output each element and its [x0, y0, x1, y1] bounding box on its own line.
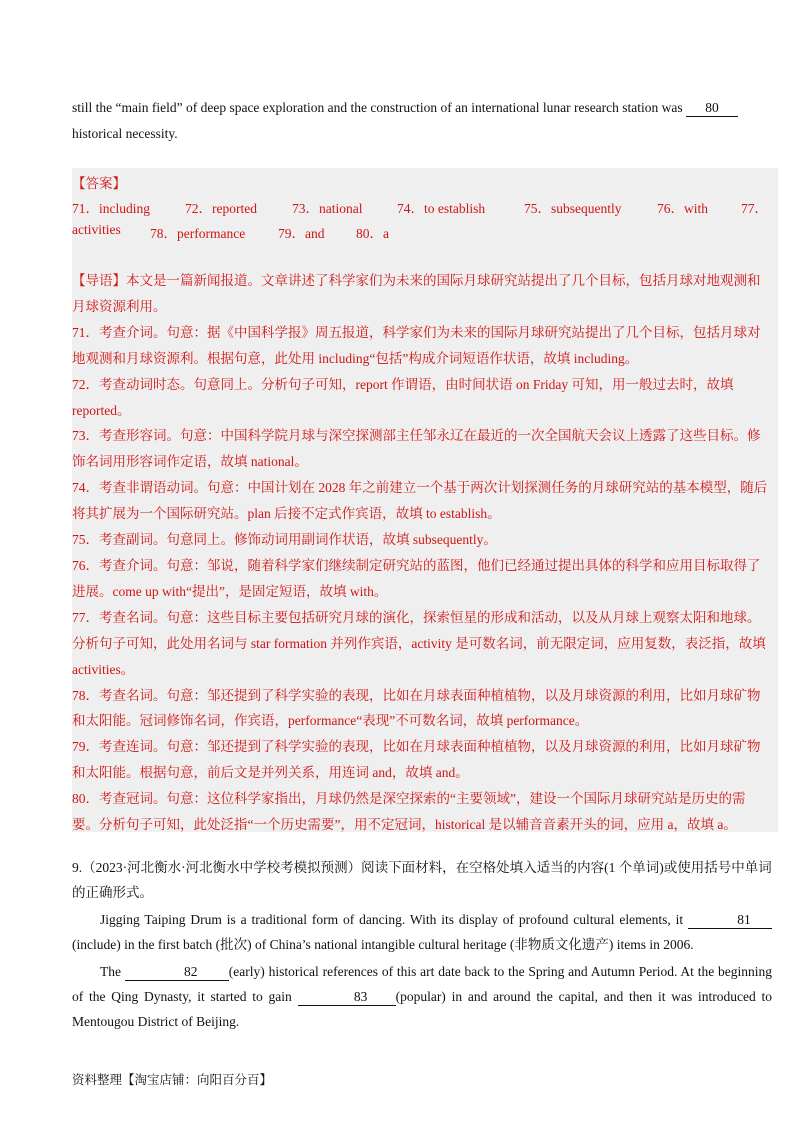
blank-83[interactable]: 83	[298, 989, 396, 1006]
explanation-79: 79．考查连词。句意：邹还提到了科学实验的表现，比如在月球表面种植植物，以及月球资源的利用，比如月球矿物和太阳能。根据句意，前后文是并列关系，用连词 and，故填 and。	[72, 739, 761, 781]
paragraph-text: (include) in the first batch (批次) of China’s national intangible cultural heritage (非物质文化遗产) items in 2006.	[72, 937, 694, 952]
passage-ending	[72, 95, 772, 147]
blank-82[interactable]: 82	[125, 964, 229, 981]
answer-item: 73．national	[292, 201, 363, 216]
passage-text-end: historical necessity.	[72, 126, 178, 141]
explanation-73: 73．考查形容词。句意：中国科学院月球与深空探测部主任邹永辽在最近的一次全国航天会议上透露了这些目标。修饰名词用形容词作定语，故填 national。	[72, 428, 761, 470]
explanation-71: 71．考查介词。句意：据《中国科学报》周五报道，科学家们为未来的国际月球研究站提出了几个目标，包括月球对地观测和月球资源利。根据句意，此处用 including“包括”构成介词短语作状语，故填 including。	[72, 324, 761, 366]
explanation-80: 80．考查冠词。句意：这位科学家指出，月球仍然是深空探索的“主要领域”，建设一个国际月球研究站是历史的需要。分析句子可知，此处泛指“一个历史需要”，用不定冠词，historical 是以辅音音素开头的词，应用 a，故填 a。	[72, 791, 746, 833]
answer-item: 80．a	[356, 226, 389, 241]
answer-item: 71．including	[72, 201, 150, 216]
answer-item: 79．and	[278, 226, 325, 241]
answer-item: 76．with	[657, 201, 709, 216]
explanation-guide: 【导语】本文是一篇新闻报道。文章讲述了科学家们为未来的国际月球研究站提出了几个目标，包括月球对地观测和月球资源利用。	[72, 273, 761, 314]
answer-item: activities	[72, 222, 121, 237]
explanation-76: 76．考查介词。句意：邹说，随着科学家们继续制定研究站的蓝图，他们已经通过提出具体的科学和应用目标取得了进展。come up with“提出”，是固定短语，故填 with。	[72, 557, 761, 599]
question-9-header: 9.（2023·河北衡水·河北衡水中学校考模拟预测）阅读下面材料，在空格处填入适当的内容(1 个单词)或使用括号中单词的正确形式。	[72, 860, 772, 900]
explanation-74: 74．考查非谓语动词。句意：中国计划在 2028 年之前建立一个基于两次计划探测任务的月球研究站的基本模型，随后将其扩展为一个国际研究站。plan 后接不定式作宾语，故填 to establish。	[72, 480, 768, 522]
answer-item: 78．performance	[150, 226, 246, 241]
footer-source: 资料整理【淘宝店铺：向阳百分百】	[72, 1073, 273, 1087]
question-9-paragraph-2	[72, 959, 772, 1034]
explanation-78: 78．考查名词。句意：邹还提到了科学实验的表现，比如在月球表面种植植物，以及月球资源的利用，比如月球矿物和太阳能。冠词修饰名词，作宾语，performance“表现”不可数名词，故填 performance。	[72, 687, 761, 729]
answer-item: 75．subsequently	[524, 201, 622, 216]
blank-80: 80	[686, 100, 738, 117]
paragraph-text: (popular) in and around the capital, and then it was introduced to Mentougou District of Beijing.	[72, 989, 772, 1029]
answer-item: 77．	[741, 201, 768, 216]
explanation	[72, 268, 772, 838]
blank-81[interactable]: 81	[688, 912, 772, 929]
paragraph-text: Jigging Taiping Drum is a traditional form of dancing. With its display of profound cultural elements, it	[100, 912, 684, 927]
answer-item: 72．reported	[185, 201, 257, 216]
passage-text: still the “main field” of deep space exploration and the construction of an international lunar research station was	[72, 100, 683, 115]
answer-title: 【答案】	[72, 176, 126, 191]
explanation-77: 77．考查名词。句意：这些目标主要包括研究月球的演化，探索恒星的形成和活动，以及从月球上观察太阳和地球。分析句子可知，此处用名词与 star formation 并列作宾语，activity 是可数名词，前无限定词，应用复数，表泛指，故填 activities。	[72, 609, 766, 677]
answer-section	[72, 168, 778, 832]
paragraph-text: The	[100, 964, 121, 979]
paragraph-text: (early) historical references of this art date back to the Spring and Autumn Period. At the beginning of the Qing Dynasty, it started to gain	[72, 964, 772, 1004]
answer-item: 74．to establish	[397, 201, 486, 216]
question-9-paragraph-1	[72, 907, 772, 957]
explanation-72: 72．考查动词时态。句意同上。分析句子可知，report 作谓语，由时间状语 on Friday 可知，用一般过去时，故填 reported。	[72, 376, 734, 418]
explanation-75: 75．考查副词。句意同上。修饰动词用副词作状语，故填 subsequently。	[72, 532, 497, 548]
question-9	[72, 855, 772, 1034]
